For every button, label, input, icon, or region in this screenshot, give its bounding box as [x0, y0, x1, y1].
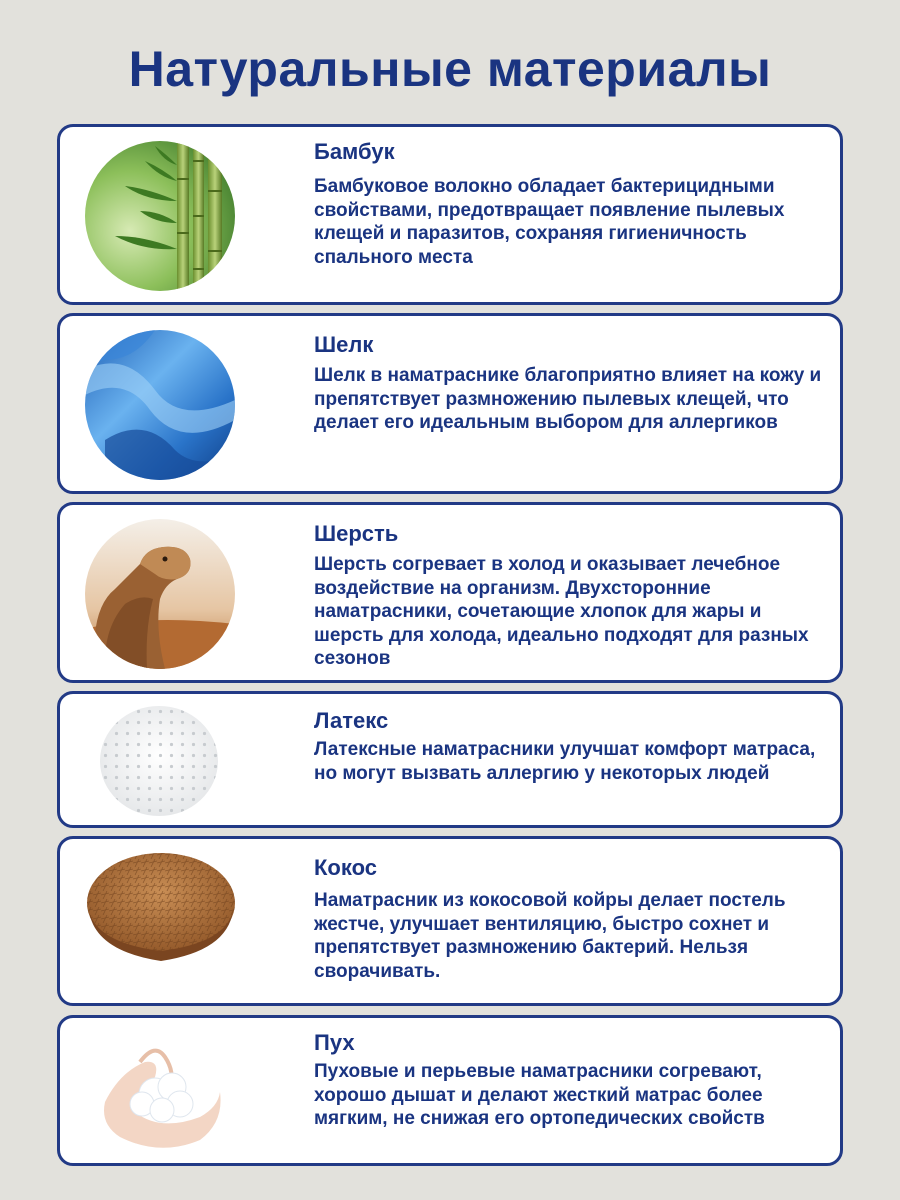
material-description: Наматрасник из кокосовой койры делает постель жестче, улучшает вентиляцию, быстро сохнет и препятствует размножению бактерий. Нельзя сворачивать. [314, 890, 786, 982]
material-description: Латексные наматрасники улучшат комфорт матраса, но могут вызвать аллергию у некоторых людей [314, 739, 816, 784]
material-name: Бамбук [314, 139, 395, 164]
camel-image [85, 519, 235, 669]
bamboo-image [85, 141, 235, 291]
material-card-silk [57, 313, 843, 494]
material-card-coconut [57, 836, 843, 1006]
camel-icon [85, 519, 235, 669]
material-description: Пуховые и перьевые наматрасники согревают, хорошо дышат и делают жесткий матрас более мягким, не снижая его ортопедических свойств [314, 1061, 765, 1129]
material-card-down [57, 1015, 843, 1166]
material-name: Шелк [314, 332, 374, 357]
latex-foam-icon [100, 706, 218, 816]
material-name: Латекс [314, 708, 389, 733]
material-description: Шелк в наматраснике благоприятно влияет на кожу и препятствует размножению пылевых клещей, что делает его идеальным выбором для аллергиков [314, 365, 822, 433]
silk-fabric-icon [85, 330, 235, 480]
material-description: Шерсть согревает в холод и оказывает лечебное воздействие на организм. Двухсторонние наматрасники, сочетающие хлопок для жары и шерсть для холода, идеально подходят для разных сезонов [314, 554, 809, 669]
bamboo-icon [85, 141, 235, 291]
page-title: Натуральные материалы [128, 41, 772, 97]
down-feathers-image [100, 1032, 225, 1152]
material-card-bamboo [57, 124, 843, 305]
material-card-latex [57, 691, 843, 828]
material-description: Бамбуковое волокно обладает бактерицидными свойствами, предотвращает появление пылевых клещей и паразитов, сохраняя гигиеничность спального места [314, 176, 785, 268]
silk-image [85, 330, 235, 480]
feathers-in-hands-icon [100, 1032, 225, 1152]
material-name: Пух [314, 1030, 355, 1055]
material-name: Шерсть [314, 521, 399, 546]
coconut-coir-icon [85, 851, 237, 969]
latex-image [100, 706, 218, 816]
coconut-coir-image [85, 851, 237, 969]
material-name: Кокос [314, 855, 377, 880]
material-card-wool [57, 502, 843, 683]
